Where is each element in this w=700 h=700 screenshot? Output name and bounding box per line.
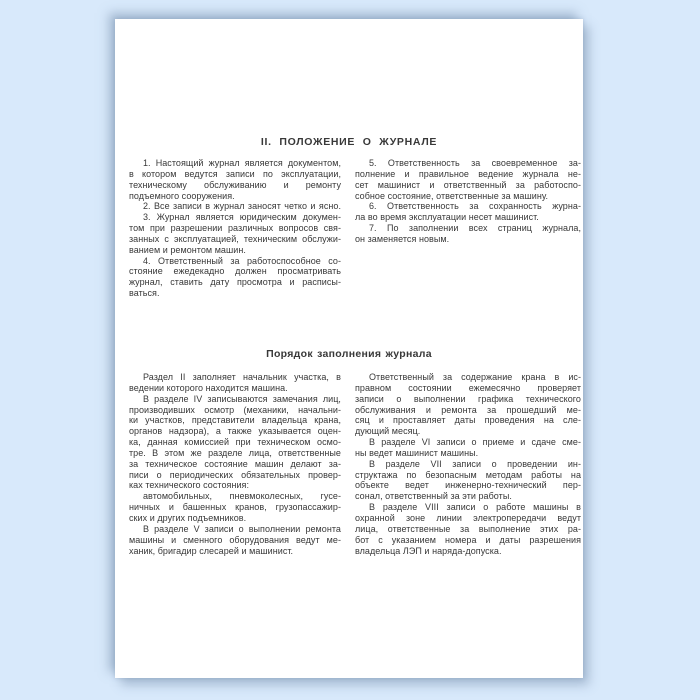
- text-line: 6. Ответственность за сохранность журна-: [369, 201, 581, 212]
- text-line: ванием и ремонтом машин.: [129, 244, 246, 255]
- text-line: тре. В этом же разделе лица, ответственные: [129, 447, 341, 458]
- text-line: машины и сменного оборудования ведут ме-: [129, 534, 341, 545]
- text-line: правном состоянии ежемесячно проверяет: [355, 382, 581, 393]
- regulations-section-title: II. ПОЛОЖЕНИЕ О ЖУРНАЛЕ: [260, 136, 438, 148]
- text-line: собное состояние, ответственные за машину.: [355, 190, 549, 201]
- text-line: журнал, ставить дату просмотра и расписы-: [129, 277, 341, 288]
- text-line: ки участков, представители владельца крана,: [129, 415, 341, 426]
- filling-order-right-column: [355, 372, 581, 556]
- text-line: ведении которого находится машина.: [129, 382, 288, 393]
- text-line: полнение и правильное ведение журнала не-: [355, 168, 581, 179]
- text-line: автомобильных, пневмоколесных, гусе-: [143, 491, 341, 502]
- text-line: ла во время эксплуатации несет машинист.: [355, 212, 539, 223]
- text-line: за техническое состояние машин делают за-: [129, 458, 341, 469]
- text-line: обслуживания и ремонта за прошедший ме-: [355, 404, 581, 415]
- text-line: ханик, бригадир слесарей и машинист.: [129, 545, 294, 556]
- text-line: ны ведет машинист машины.: [355, 447, 479, 458]
- document-page: [115, 19, 583, 678]
- text-line: В разделе VIII записи о работе машины в: [369, 502, 581, 513]
- text-line: В разделе V записи о выполнении ремонта: [143, 523, 341, 534]
- text-line: 5. Ответственность за своевременное за-: [369, 158, 581, 168]
- filling-order-columns: [129, 372, 581, 556]
- regulations-columns: [129, 158, 581, 299]
- text-line: записи о выполнении графика технического: [355, 393, 581, 404]
- text-line: производивших осмотр (механики, начальни-: [129, 404, 341, 415]
- text-line: сяц и проставляет даты проведения на сле-: [355, 415, 581, 426]
- text-line: 7. По заполнении всех страниц журнала,: [369, 223, 581, 234]
- text-line: том при разрешении различных вопросов свя-: [129, 223, 341, 234]
- text-line: бот с указанием номера и даты разрешения: [355, 534, 581, 545]
- text-line: дующий месяц.: [355, 426, 421, 437]
- filling-order-left-column: [129, 372, 341, 556]
- text-line: сонал, ответственный за эти работы.: [355, 491, 512, 502]
- text-line: писи о периодических обязательных провер-: [129, 469, 341, 480]
- text-line: владельца ЛЭП и наряда-допуска.: [355, 545, 502, 556]
- text-line: структажа по безопасным методам работы на: [355, 469, 581, 480]
- text-line: ках технического состояния:: [129, 480, 250, 491]
- text-line: в котором ведутся записи по эксплуатации,: [129, 168, 341, 179]
- text-line: Ответственный за содержание крана в ис-: [369, 372, 581, 382]
- text-line: Раздел II заполняет начальник участка, в: [143, 372, 341, 382]
- text-line: занных с эксплуатацией, техническим обслужи-: [129, 233, 341, 244]
- text-line: ских и других подъемников.: [129, 512, 247, 523]
- text-line: стояние ежедекадно должен просматривать: [129, 266, 341, 277]
- text-line: техническому обслуживанию и ремонту: [129, 179, 341, 190]
- text-line: 1. Настоящий журнал является документом,: [143, 158, 341, 168]
- text-line: объекте ведет инженерно-технический пер-: [355, 480, 581, 491]
- text-line: В разделе VII записи о проведении ин-: [369, 458, 581, 469]
- regulations-left-column: [129, 158, 341, 299]
- text-line: ваться.: [129, 288, 160, 299]
- text-line: он заменяется новым.: [355, 233, 450, 244]
- text-line: ка, данная комиссией при техническом осмо-: [129, 437, 341, 448]
- text-line: 4. Ответственный за работоспособное со-: [143, 255, 341, 266]
- text-line: 3. Журнал является юридическим докумен-: [143, 212, 341, 223]
- text-line: лица, ответственные за выполнение этих ра-: [355, 523, 581, 534]
- text-line: подъемного сооружения.: [129, 190, 235, 201]
- text-line: В разделе VI записи о приеме и сдаче сме-: [369, 437, 581, 448]
- text-line: ничных и башенных кранов, грузопассажир-: [129, 502, 341, 513]
- regulations-right-column: [355, 158, 581, 299]
- text-line: органов надзора), а также указывается оцен-: [129, 426, 341, 437]
- text-line: 2. Все записи в журнал заносят четко и ясно.: [143, 201, 341, 212]
- text-line: В разделе IV записываются замечания лиц,: [143, 393, 341, 404]
- text-line: сет машинист и ответственный за работоспо-: [355, 179, 581, 190]
- filling-order-section-title: Порядок заполнения журнала: [266, 348, 432, 360]
- text-line: охранной зоне линии электропередачи ведут: [355, 512, 581, 523]
